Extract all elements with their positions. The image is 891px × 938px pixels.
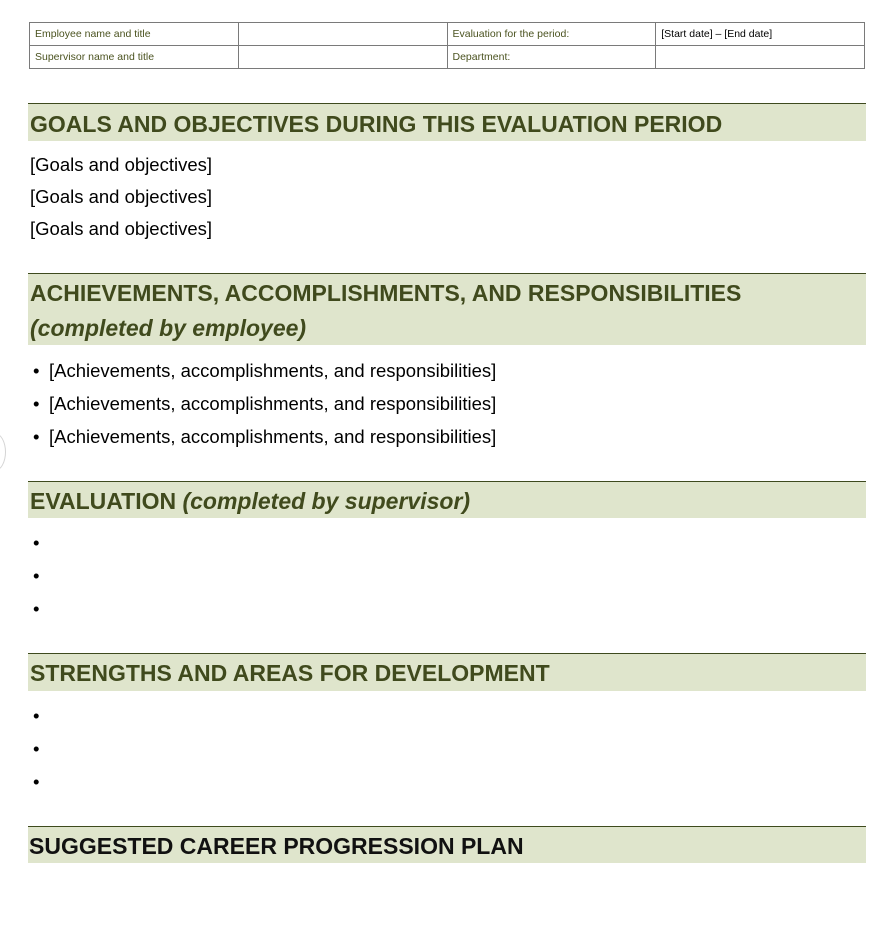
evaluation-heading: [30, 490, 470, 513]
achievements-subheading-text: (completed by employee): [30, 315, 307, 341]
achievements-item-text: [Achievements, accomplishments, and responsibilities]: [49, 426, 497, 447]
employee-name-label: Employee name and title: [30, 23, 239, 46]
department-field[interactable]: [656, 46, 865, 69]
goals-item[interactable]: [Goals and objectives]: [30, 154, 213, 175]
employee-name-field[interactable]: [238, 23, 447, 46]
supervisor-name-field[interactable]: [238, 46, 447, 69]
bullet-icon: •: [33, 705, 40, 726]
employee-info-table: [29, 22, 865, 69]
achievements-item[interactable]: [33, 428, 496, 447]
goals-heading: GOALS AND OBJECTIVES DURING THIS EVALUATION PERIOD: [30, 111, 723, 137]
evaluation-heading-text: EVALUATION: [30, 488, 177, 514]
bullet-icon: •: [33, 738, 40, 759]
evaluation-item[interactable]: [33, 567, 49, 586]
career-heading: SUGGESTED CAREER PROGRESSION PLAN: [29, 833, 524, 859]
bullet-icon: •: [33, 532, 40, 553]
strengths-item[interactable]: [33, 740, 49, 759]
bullet-icon: •: [33, 360, 40, 381]
scroll-handle[interactable]: [0, 433, 6, 471]
achievements-item[interactable]: [33, 362, 496, 381]
bullet-icon: •: [33, 565, 40, 586]
evaluation-period-label: Evaluation for the period:: [447, 23, 656, 46]
evaluation-item[interactable]: [33, 600, 49, 619]
strengths-item[interactable]: [33, 773, 49, 792]
supervisor-name-label: Supervisor name and title: [30, 46, 239, 69]
evaluation-period-field[interactable]: [Start date] – [End date]: [656, 23, 865, 46]
bullet-icon: •: [33, 393, 40, 414]
goals-item[interactable]: [Goals and objectives]: [30, 186, 213, 207]
evaluation-subheading: (completed by supervisor): [182, 488, 471, 514]
strengths-item[interactable]: [33, 707, 49, 726]
strengths-heading: STRENGTHS AND AREAS FOR DEVELOPMENT: [30, 660, 550, 686]
bullet-icon: •: [33, 771, 40, 792]
achievements-item-text: [Achievements, accomplishments, and responsibilities]: [49, 393, 497, 414]
department-label: Department:: [447, 46, 656, 69]
table-row: [30, 46, 865, 69]
table-row: [30, 23, 865, 46]
achievements-item[interactable]: [33, 395, 496, 414]
achievements-heading: ACHIEVEMENTS, ACCOMPLISHMENTS, AND RESPONSIBILITIES: [30, 280, 742, 306]
goals-item[interactable]: [Goals and objectives]: [30, 218, 213, 239]
evaluation-item[interactable]: [33, 534, 49, 553]
bullet-icon: •: [33, 598, 40, 619]
bullet-icon: •: [33, 426, 40, 447]
achievements-subheading: [30, 317, 306, 340]
achievements-item-text: [Achievements, accomplishments, and responsibilities]: [49, 360, 497, 381]
